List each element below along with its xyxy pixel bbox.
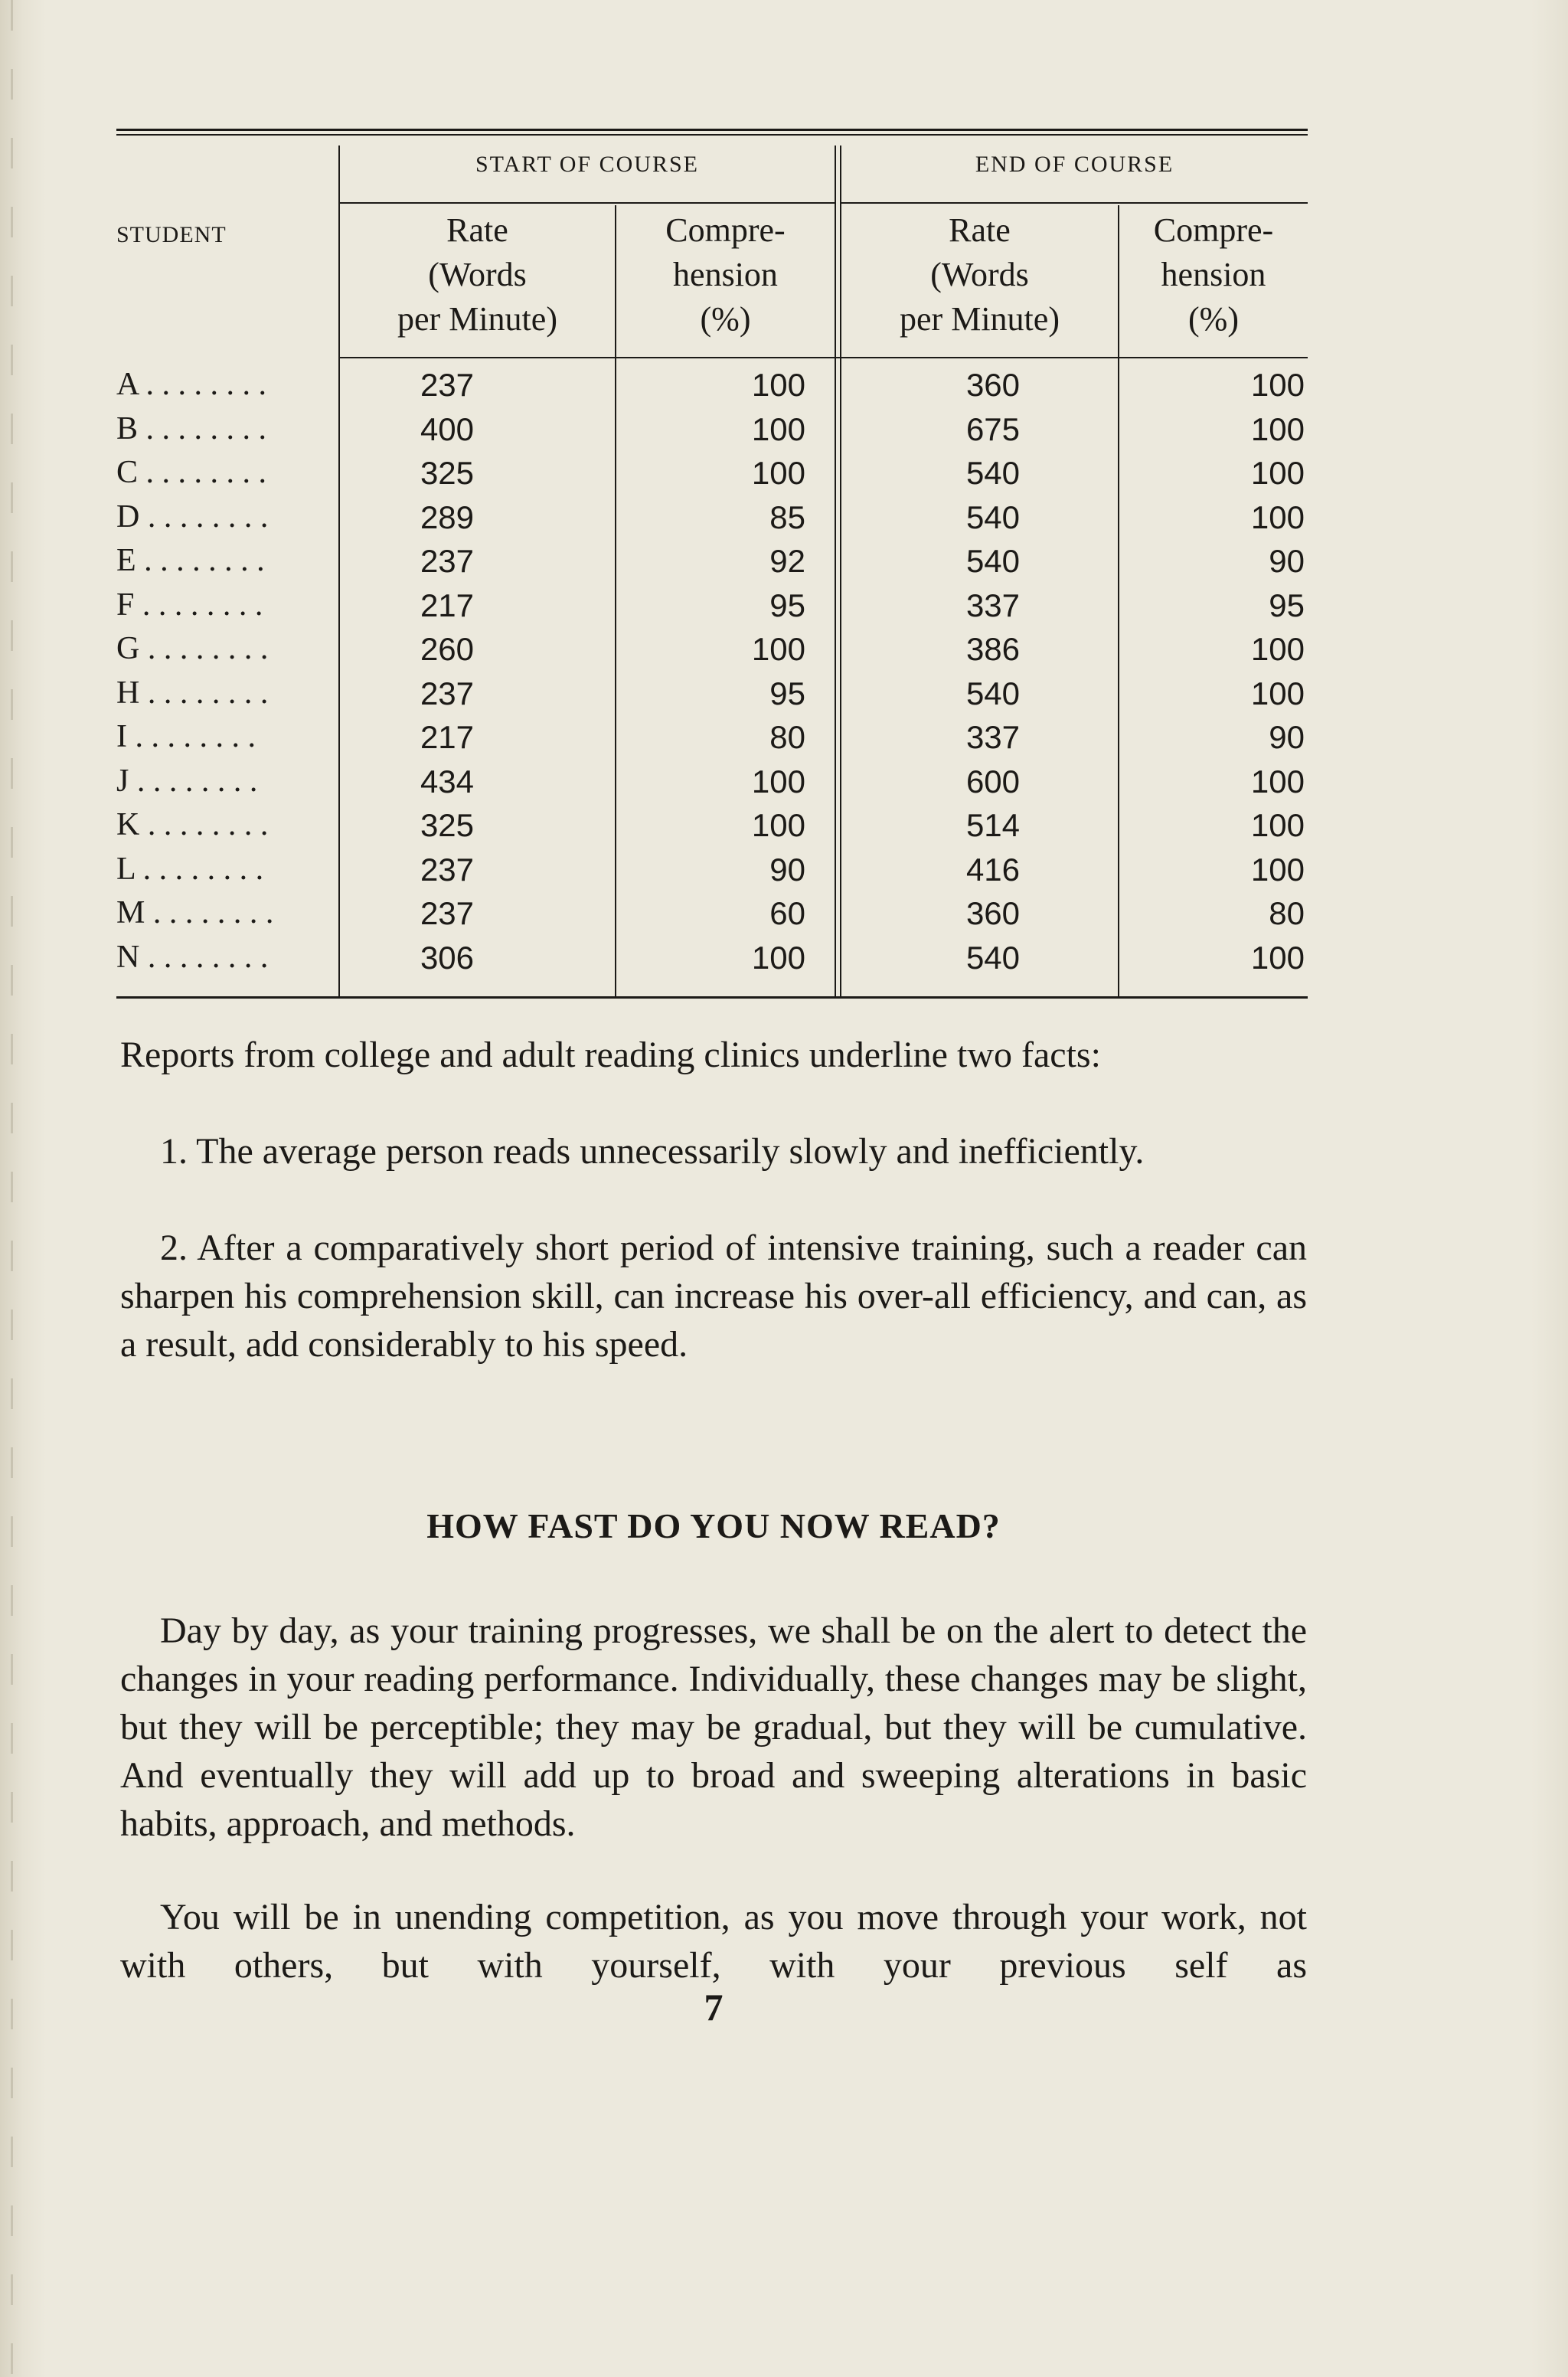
- paragraph-fact-1: 1. The average person reads unnecessarily slowly and inefficiently.: [160, 1131, 1145, 1172]
- table-row: [116, 803, 1308, 848]
- cell-start-rate: 237: [420, 895, 475, 931]
- cell-end-rate: 416: [965, 851, 1021, 888]
- table-row: [116, 848, 1308, 892]
- cell-end-comp: 100: [1250, 851, 1305, 888]
- cell-start-comp: 100: [751, 410, 805, 447]
- cell-end-rate: 540: [965, 455, 1021, 491]
- paragraph-day-by-day: Day by day, as your training progresses, we shall be on the alert to detect the changes in your reading performance. Individually, these changes may be slight, but they will be perceptible; they may be gradual, but they will be cumulative. And eventually they will add up to broad and sweeping alterations in basic habits, approach, and methods.: [120, 1610, 1307, 1844]
- cell-start-rate: 325: [420, 455, 475, 491]
- cell-end-comp: 95: [1269, 587, 1305, 623]
- cell-student: I . . . . . . . .: [116, 719, 256, 754]
- cell-end-comp: 100: [1250, 939, 1305, 976]
- cell-end-rate: 386: [965, 631, 1021, 667]
- cell-start-comp: 100: [751, 807, 805, 843]
- cell-start-comp: 92: [769, 543, 805, 579]
- group-header-rule-end: [840, 202, 1308, 204]
- cell-end-rate: 514: [965, 807, 1021, 843]
- cell-student: D . . . . . . . .: [116, 499, 269, 535]
- cell-student: F . . . . . . . .: [116, 587, 263, 623]
- table-row: [116, 627, 1308, 672]
- table-row: [116, 715, 1308, 760]
- cell-start-rate: 237: [420, 367, 475, 403]
- cell-student: L . . . . . . . .: [116, 851, 264, 887]
- table-row: [116, 363, 1308, 407]
- header-end-comp-line1: Compre-: [1153, 211, 1274, 249]
- cell-end-rate: 540: [965, 939, 1021, 976]
- header-student: STUDENT: [116, 222, 227, 247]
- header-start-comp-line3: (%): [700, 300, 751, 338]
- cell-end-comp: 100: [1250, 410, 1305, 447]
- table-row: [116, 451, 1308, 495]
- cell-student: G . . . . . . . .: [116, 631, 269, 666]
- cell-start-rate: 237: [420, 675, 475, 711]
- cell-start-comp: 100: [751, 939, 805, 976]
- cell-student: H . . . . . . . .: [116, 675, 269, 711]
- group-header-rule-start: [338, 202, 836, 204]
- cell-end-rate: 337: [965, 719, 1021, 755]
- header-end-comprehension: [1119, 208, 1308, 342]
- page-gutter-shadow: [11, 0, 13, 2377]
- cell-start-rate: 325: [420, 807, 475, 843]
- cell-start-rate: 217: [420, 719, 475, 755]
- cell-end-comp: 100: [1250, 631, 1305, 667]
- cell-student: J . . . . . . . .: [116, 763, 258, 799]
- cell-start-comp: 100: [751, 631, 805, 667]
- header-bottom-rule: [338, 357, 1308, 358]
- cell-start-comp: 85: [769, 499, 805, 535]
- cell-end-comp: 100: [1250, 455, 1305, 491]
- table-row: [116, 936, 1308, 980]
- paragraph-competition: You will be in unending competition, as you move through your work, not with others, but with yourself, with your previous self as: [120, 1897, 1307, 1986]
- cell-start-comp: 95: [769, 675, 805, 711]
- reading-results-table: [116, 129, 1308, 1002]
- cell-start-comp: 80: [769, 719, 805, 755]
- table-top-rule-2: [116, 134, 1308, 136]
- cell-start-rate: 237: [420, 851, 475, 888]
- header-start-comp-line1: Compre-: [665, 211, 786, 249]
- cell-end-comp: 90: [1269, 719, 1305, 755]
- table-row: [116, 891, 1308, 936]
- cell-student: N . . . . . . . .: [116, 939, 269, 975]
- cell-start-comp: 60: [769, 895, 805, 931]
- table-row: [116, 584, 1308, 628]
- cell-end-rate: 360: [965, 895, 1021, 931]
- cell-end-comp: 100: [1250, 807, 1305, 843]
- header-start-comp-line2: hension: [673, 256, 778, 293]
- cell-start-comp: 100: [751, 455, 805, 491]
- cell-end-comp: 90: [1269, 543, 1305, 579]
- header-start-rate: [340, 208, 615, 342]
- cell-start-comp: 90: [769, 851, 805, 888]
- cell-start-rate: 434: [420, 763, 475, 799]
- table-top-rule: [116, 129, 1308, 131]
- cell-start-comp: 95: [769, 587, 805, 623]
- cell-start-rate: 306: [420, 939, 475, 976]
- cell-end-comp: 100: [1250, 499, 1305, 535]
- cell-student: K . . . . . . . .: [116, 807, 269, 842]
- cell-end-comp: 100: [1250, 763, 1305, 799]
- cell-start-comp: 100: [751, 763, 805, 799]
- header-end-rate-line3: per Minute): [900, 300, 1060, 338]
- header-end-rate-line2: (Words: [930, 256, 1029, 293]
- table-body: [116, 363, 1308, 979]
- table-row: [116, 539, 1308, 584]
- cell-student: E . . . . . . . .: [116, 543, 265, 578]
- cell-start-rate: 217: [420, 587, 475, 623]
- cell-end-rate: 540: [965, 543, 1021, 579]
- cell-student: B . . . . . . . .: [116, 410, 267, 446]
- cell-end-rate: 540: [965, 675, 1021, 711]
- header-end-of-course: END OF COURSE: [975, 152, 1174, 177]
- cell-end-rate: 360: [965, 367, 1021, 403]
- cell-student: A . . . . . . . .: [116, 367, 267, 402]
- table-row: [116, 407, 1308, 452]
- cell-end-rate: 337: [965, 587, 1021, 623]
- section-heading: HOW FAST DO YOU NOW READ?: [426, 1506, 1001, 1545]
- page-number: 7: [704, 1986, 724, 2029]
- cell-end-comp: 100: [1250, 675, 1305, 711]
- table-bottom-rule: [116, 996, 1308, 999]
- header-start-rate-line2: (Words: [428, 256, 527, 293]
- table-row: [116, 760, 1308, 804]
- header-end-rate: [841, 208, 1118, 342]
- header-start-of-course: START OF COURSE: [475, 152, 699, 177]
- cell-start-comp: 100: [751, 367, 805, 403]
- paragraph-reports: Reports from college and adult reading clinics underline two facts:: [120, 1035, 1101, 1075]
- cell-end-rate: 675: [965, 410, 1021, 447]
- cell-start-rate: 260: [420, 631, 475, 667]
- cell-student: M . . . . . . . .: [116, 895, 274, 930]
- cell-student: C . . . . . . . .: [116, 455, 267, 490]
- cell-end-comp: 100: [1250, 367, 1305, 403]
- cell-end-rate: 600: [965, 763, 1021, 799]
- cell-end-rate: 540: [965, 499, 1021, 535]
- cell-end-comp: 80: [1269, 895, 1305, 931]
- header-end-rate-line1: Rate: [949, 211, 1011, 249]
- cell-start-rate: 400: [420, 410, 475, 447]
- header-start-rate-line3: per Minute): [397, 300, 557, 338]
- cell-start-rate: 289: [420, 499, 475, 535]
- header-end-comp-line2: hension: [1161, 256, 1266, 293]
- header-start-rate-line1: Rate: [446, 211, 508, 249]
- paragraph-fact-2: 2. After a comparatively short period of intensive training, such a reader can sharpen his comprehension skill, can increase his over-all efficiency, and can, as a result, add considerably to his speed.: [120, 1228, 1307, 1365]
- table-row: [116, 495, 1308, 540]
- table-row: [116, 672, 1308, 716]
- header-end-comp-line3: (%): [1188, 300, 1239, 338]
- cell-start-rate: 237: [420, 543, 475, 579]
- header-start-comprehension: [616, 208, 835, 342]
